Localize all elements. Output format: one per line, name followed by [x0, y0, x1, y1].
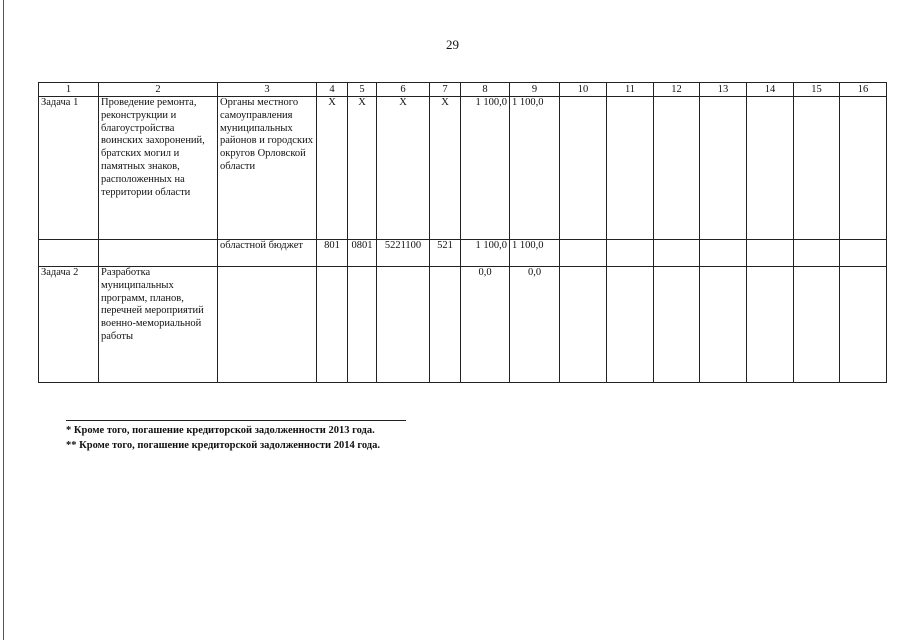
- footnote-2014: ** Кроме того, погашение кредиторской задолженности 2014 года.: [66, 440, 380, 451]
- responsible-executor: Органы местного самоуправления муниципальных районов и городских округов Орловской области: [218, 97, 317, 240]
- column-header-11: 11: [607, 83, 654, 97]
- cell-col-16: [840, 240, 887, 267]
- cell-col-11: [607, 97, 654, 240]
- cell-col-16: [840, 97, 887, 240]
- cell-col-4: 801: [317, 240, 348, 267]
- task-description: [99, 240, 218, 267]
- cell-col-4: [317, 267, 348, 383]
- table-row-task-2: [39, 267, 887, 383]
- table-row-task-1: [39, 97, 887, 240]
- column-header-6: 6: [377, 83, 430, 97]
- column-header-7: 7: [430, 83, 461, 97]
- cell-col-9: 1 100,0: [510, 240, 560, 267]
- cell-col-6: Х: [377, 97, 430, 240]
- column-header-9: 9: [510, 83, 560, 97]
- cell-col-9: 1 100,0: [510, 97, 560, 240]
- cell-col-5: Х: [348, 97, 377, 240]
- cell-col-12: [654, 240, 700, 267]
- cell-col-9: 0,0: [510, 267, 560, 383]
- column-header-15: 15: [794, 83, 840, 97]
- cell-col-12: [654, 267, 700, 383]
- cell-col-13: [700, 97, 747, 240]
- task-label: Задача 1: [39, 97, 99, 240]
- cell-col-14: [747, 97, 794, 240]
- funding-source: областной бюджет: [218, 240, 317, 267]
- footnote-divider: [66, 420, 406, 421]
- budget-table: [38, 82, 887, 383]
- cell-col-11: [607, 267, 654, 383]
- cell-col-10: [560, 97, 607, 240]
- column-header-1: 1: [39, 83, 99, 97]
- cell-col-13: [700, 240, 747, 267]
- cell-col-11: [607, 240, 654, 267]
- cell-col-8: 0,0: [461, 267, 510, 383]
- cell-col-10: [560, 240, 607, 267]
- column-header-4: 4: [317, 83, 348, 97]
- cell-col-10: [560, 267, 607, 383]
- column-header-12: 12: [654, 83, 700, 97]
- page-number: 29: [446, 37, 459, 52]
- column-header-10: 10: [560, 83, 607, 97]
- task-label: [39, 240, 99, 267]
- footnotes: [66, 420, 406, 453]
- cell-col-5: [348, 267, 377, 383]
- cell-col-12: [654, 97, 700, 240]
- task-description: Разработка муниципальных программ, планов, перечней мероприятий военно-мемориальной работы: [99, 267, 218, 383]
- cell-col-8: 1 100,0: [461, 240, 510, 267]
- page-edge-line: [3, 0, 4, 640]
- cell-col-7: 521: [430, 240, 461, 267]
- cell-col-14: [747, 240, 794, 267]
- cell-col-13: [700, 267, 747, 383]
- column-header-14: 14: [747, 83, 794, 97]
- cell-col-14: [747, 267, 794, 383]
- cell-col-7: Х: [430, 97, 461, 240]
- table-row-regional-budget: [39, 240, 887, 267]
- cell-col-8: 1 100,0: [461, 97, 510, 240]
- table-header-row: [39, 83, 887, 97]
- cell-col-7: [430, 267, 461, 383]
- column-header-13: 13: [700, 83, 747, 97]
- column-header-2: 2: [99, 83, 218, 97]
- column-header-3: 3: [218, 83, 317, 97]
- cell-col-15: [794, 240, 840, 267]
- responsible-executor: [218, 267, 317, 383]
- column-header-16: 16: [840, 83, 887, 97]
- cell-col-15: [794, 97, 840, 240]
- column-header-8: 8: [461, 83, 510, 97]
- cell-col-4: Х: [317, 97, 348, 240]
- column-header-5: 5: [348, 83, 377, 97]
- task-label: Задача 2: [39, 267, 99, 383]
- cell-col-6: 5221100: [377, 240, 430, 267]
- cell-col-6: [377, 267, 430, 383]
- cell-col-16: [840, 267, 887, 383]
- cell-col-5: 0801: [348, 240, 377, 267]
- cell-col-15: [794, 267, 840, 383]
- task-description: Проведение ремонта, реконструкции и благоустройства воинских захоронений, братских могил и памятных знаков, расположенных на территории области: [99, 97, 218, 240]
- footnote-2013: * Кроме того, погашение кредиторской задолженности 2013 года.: [66, 425, 375, 436]
